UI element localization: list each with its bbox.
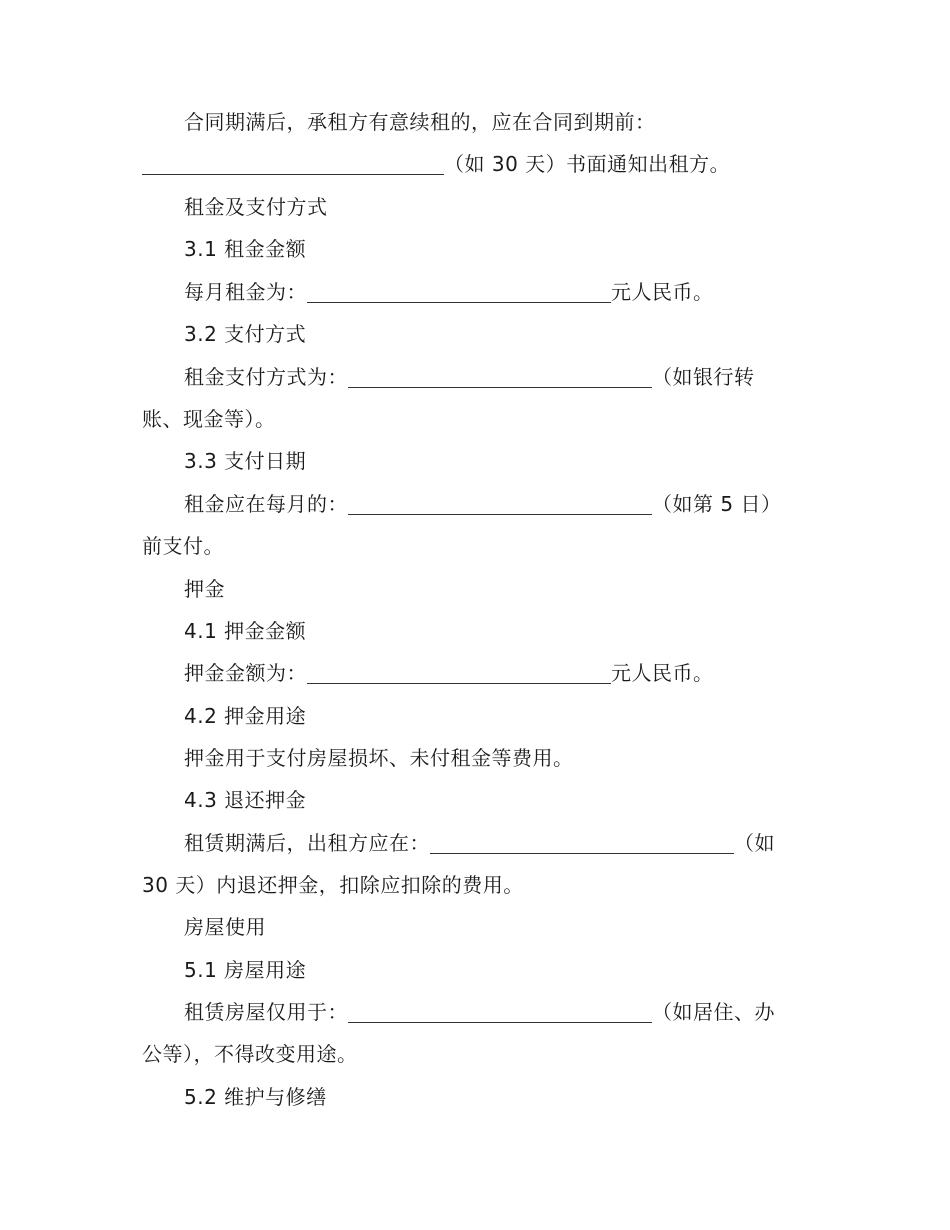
text-deposit-refund-label: 租赁期满后，出租方应在： xyxy=(184,831,430,855)
fill-blank-payment-method[interactable] xyxy=(348,367,652,388)
fill-blank-deposit-refund-days[interactable] xyxy=(430,833,734,854)
paragraph-deposit-refund-cont xyxy=(142,871,524,899)
subheading-4-1 xyxy=(184,617,306,645)
text-payment-date-label: 租金应在每月的： xyxy=(184,492,348,516)
text-deposit-use: 押金用于支付房屋损坏、未付租金等费用。 xyxy=(184,746,574,770)
paragraph-payment-method xyxy=(184,363,755,391)
text-deposit-refund-hint: （如 xyxy=(734,831,775,855)
paragraph-payment-method-cont xyxy=(142,405,276,433)
fill-blank-house-purpose[interactable] xyxy=(348,1002,652,1023)
text-monthly-rent-label: 每月租金为： xyxy=(184,280,307,304)
section-heading-deposit xyxy=(184,575,225,603)
section-heading-house-use xyxy=(184,913,266,941)
heading-house-use: 房屋使用 xyxy=(184,915,266,939)
paragraph-payment-date-cont xyxy=(142,532,224,560)
text-renewal-notice: 合同期满后，承租方有意续租的，应在合同到期前： xyxy=(184,110,656,134)
paragraph-renewal-notice xyxy=(184,108,656,136)
text-house-purpose-label: 租赁房屋仅用于： xyxy=(184,1000,348,1024)
paragraph-payment-date xyxy=(184,490,781,518)
heading-payment-date: 3.3 支付日期 xyxy=(184,449,307,473)
heading-rent-payment: 租金及支付方式 xyxy=(184,195,328,219)
heading-deposit-use: 4.2 押金用途 xyxy=(184,704,307,728)
text-deposit-amount-label: 押金金额为： xyxy=(184,661,307,685)
paragraph-monthly-rent xyxy=(184,278,714,306)
paragraph-renewal-blank xyxy=(142,150,730,178)
paragraph-deposit-amount xyxy=(184,659,714,687)
text-payment-date-hint: （如第 5 日） xyxy=(652,492,782,516)
fill-blank-monthly-rent[interactable] xyxy=(307,282,611,303)
text-house-purpose-cont: 公等），不得改变用途。 xyxy=(142,1042,358,1066)
subheading-3-2 xyxy=(184,320,306,348)
fill-blank-renewal-days[interactable] xyxy=(142,154,444,175)
text-renewal-notice-tail: （如 30 天）书面通知出租方。 xyxy=(444,152,731,176)
subheading-5-2 xyxy=(184,1083,327,1111)
subheading-4-2 xyxy=(184,702,306,730)
paragraph-deposit-use xyxy=(184,744,574,772)
paragraph-deposit-refund xyxy=(184,829,775,857)
text-payment-method-label: 租金支付方式为： xyxy=(184,365,348,389)
text-payment-method-hint: （如银行转 xyxy=(652,365,755,389)
text-currency-unit: 元人民币。 xyxy=(611,280,714,304)
heading-maintenance: 5.2 维护与修缮 xyxy=(184,1085,327,1109)
heading-house-purpose: 5.1 房屋用途 xyxy=(184,958,307,982)
section-heading-rent xyxy=(184,193,328,221)
subheading-3-1 xyxy=(184,235,306,263)
heading-payment-method: 3.2 支付方式 xyxy=(184,322,307,346)
heading-deposit: 押金 xyxy=(184,577,225,601)
fill-blank-deposit-amount[interactable] xyxy=(307,663,611,684)
fill-blank-payment-date[interactable] xyxy=(348,494,652,515)
text-payment-date-cont: 前支付。 xyxy=(142,534,224,558)
subheading-5-1 xyxy=(184,956,306,984)
heading-deposit-amount: 4.1 押金金额 xyxy=(184,619,307,643)
text-house-purpose-hint: （如居住、办 xyxy=(652,1000,775,1024)
text-payment-method-hint-cont: 账、现金等）。 xyxy=(142,407,276,431)
subheading-4-3 xyxy=(184,786,306,814)
text-deposit-refund-cont: 30 天）内退还押金，扣除应扣除的费用。 xyxy=(142,873,524,897)
paragraph-house-purpose-cont xyxy=(142,1040,358,1068)
subheading-3-3 xyxy=(184,447,306,475)
heading-rent-amount: 3.1 租金金额 xyxy=(184,237,307,261)
paragraph-house-purpose xyxy=(184,998,775,1026)
heading-deposit-refund: 4.3 退还押金 xyxy=(184,788,307,812)
text-deposit-currency: 元人民币。 xyxy=(611,661,714,685)
